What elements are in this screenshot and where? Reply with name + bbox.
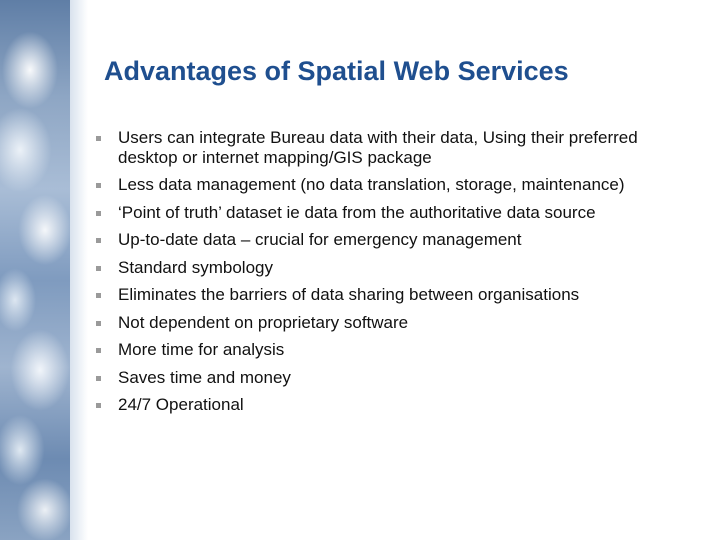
bullet-item — [94, 313, 694, 333]
bullet-item — [94, 340, 694, 360]
bullet-list — [94, 128, 694, 423]
square-bullet-icon — [96, 211, 101, 216]
bullet-item — [94, 285, 694, 305]
bullet-text: Up-to-date data – crucial for emergency management — [118, 230, 522, 249]
bullet-text: Users can integrate Bureau data with their data, Using their preferred desktop or internet mapping/GIS package — [118, 128, 638, 167]
bullet-text: Not dependent on proprietary software — [118, 312, 409, 332]
bullet-item — [94, 395, 694, 415]
square-bullet-icon — [96, 293, 101, 298]
bullet-text: 24/7 Operational — [118, 395, 244, 414]
square-bullet-icon — [96, 321, 101, 326]
bullet-text: ‘Point of truth’ dataset ie data from the authoritative data source — [118, 202, 596, 222]
bullet-text: Standard symbology — [118, 257, 273, 277]
bullet-item — [94, 258, 694, 278]
square-bullet-icon — [96, 266, 101, 271]
square-bullet-icon — [96, 403, 101, 408]
sky-background-image — [0, 0, 70, 540]
bullet-item — [94, 230, 694, 250]
bullet-text: More time for analysis — [118, 340, 285, 359]
square-bullet-icon — [96, 376, 101, 381]
bullet-text: Less data management (no data translation, storage, maintenance) — [118, 175, 625, 194]
bullet-text: Saves time and money — [118, 367, 291, 387]
bullet-item — [94, 175, 694, 195]
square-bullet-icon — [96, 183, 101, 188]
slide-title: Advantages of Spatial Web Services — [104, 56, 569, 86]
bullet-item — [94, 368, 694, 388]
bullet-item — [94, 203, 694, 223]
square-bullet-icon — [96, 348, 101, 353]
square-bullet-icon — [96, 238, 101, 243]
square-bullet-icon — [96, 136, 101, 141]
bullet-item — [94, 128, 694, 167]
bullet-text: Eliminates the barriers of data sharing between organisations — [118, 285, 580, 304]
